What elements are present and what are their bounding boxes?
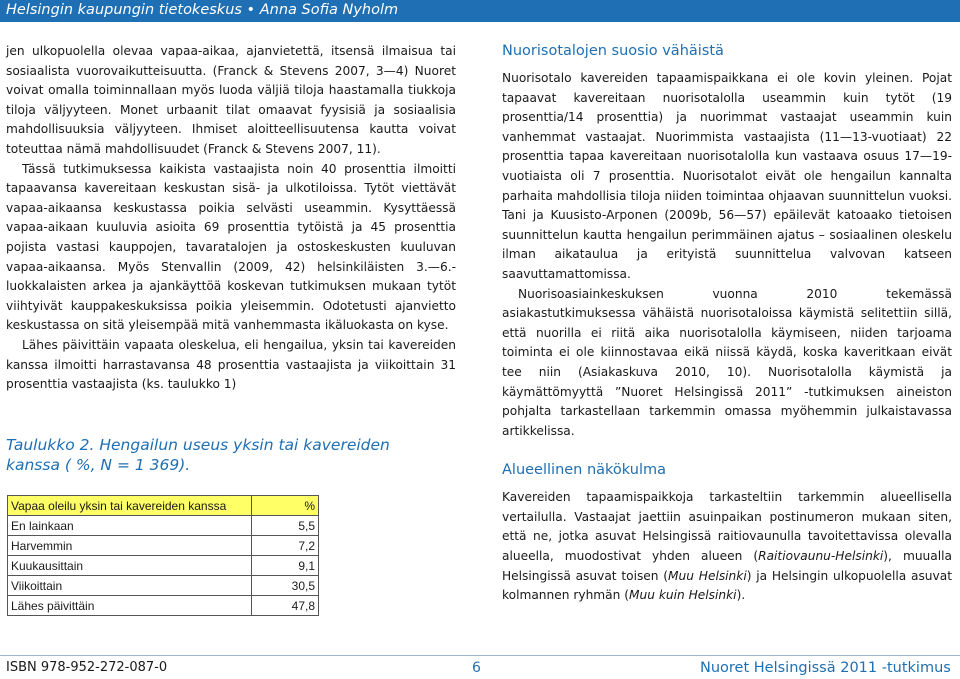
right-column [502, 42, 952, 606]
row-value: 5,5 [252, 516, 319, 536]
table-caption: Taulukko 2. Hengailun useus yksin tai kavereiden kanssa ( %, N = 1 369). [6, 436, 390, 474]
row-label: Lähes päivittäin [8, 596, 252, 616]
section-title-regional: Alueellinen näkökulma [502, 462, 666, 479]
text-run: ). [736, 588, 746, 603]
body-paragraph: Tässä tutkimuksessa kaikista vastaajista noin 40 prosenttia ilmoitti tapaavansa kavereitaan keskustan sisä- ja ulkotiloissa. Tytöt viettävät vapaa-aikaansa keskustassa poikia selvästi useammin. Kysyttäessä vapaa-aikaan kuuluvia asioita 69 prosenttia tytöistä ja 45 prosenttia pojista vastasi kauppojen, tavaratalojen ja ostoskeskusten kuuluvan vapaa-aikaansa. Myös Stenvallin (2009, 42) helsinkiläisten 3.—6.-luokkalaisten arkea ja ajankäyttöä koskevan tutkimuksen mukaan tytöt viihtyivät kauppakeskuksissa poikia yleisemmin. Odotetusti ajanvietto keskustassa on sitä yleisempää mitä vanhemmasta ikäluokasta on kyse. [6, 161, 456, 333]
row-value: 9,1 [252, 556, 319, 576]
table-row [8, 536, 319, 556]
table-row [8, 596, 319, 616]
row-label: En lainkaan [8, 516, 252, 536]
table-row [8, 556, 319, 576]
header-title: Helsingin kaupungin tietokeskus • Anna Sofia Nyholm [6, 2, 399, 18]
body-paragraph: Nuorisotalo kavereiden tapaamispaikkana ei ole kovin yleinen. Pojat tapaavat kavereitaan nuorisotalolla useammin kuin tytöt (19 prosenttia/14 prosenttia) ja nuorimmat vastaajat useammin kuin vanhemmat vastaajat. Nuorimmista vastaajista (11—13-vuotiaat) 22 prosenttia tapaa kavereitaan nuorisotalolla kun vastaava osuus 17—19-vuotiaista oli 7 prosenttia. Nuorisotalot eivät ole hengailun kannalta parhaita mahdollisia tiloja niiden toimintaa ohjaavan suunnittelun vuoksi. Tani ja Kuusisto-Arponen (2009b, 56—57) epäilevät katoaako tietoisen suunnittelun kautta hengailun perimmäinen ajatus – sosiaalinen oleskelu ilman aikataulua ja erityistä suunnittelua valvovan katseen saavuttamattomissa. [502, 71, 952, 281]
footer-isbn: ISBN 978-952-272-087-0 [6, 660, 168, 675]
text-run: ) ja Helsingin ulkopuolella asuvat kolmannen ryhmän ( [502, 568, 952, 603]
row-label: Harvemmin [8, 536, 252, 556]
data-table [7, 495, 319, 616]
left-column [6, 42, 456, 395]
footer-divider [0, 655, 960, 656]
footer-publication-title: Nuoret Helsingissä 2011 -tutkimus [700, 660, 951, 676]
table-header-label: Vapaa oleilu yksin tai kavereiden kanssa [8, 496, 252, 516]
body-paragraph: Lähes päivittäin vapaata oleskelua, eli hengailua, yksin tai kavereiden kanssa ilmoitti harrastavansa 48 prosenttia vastaajista ja viikoittain 31 prosenttia vastaajista (ks. taulukko 1) [6, 337, 456, 392]
table-row [8, 576, 319, 596]
row-value: 47,8 [252, 596, 319, 616]
table-header-value: % [252, 496, 319, 516]
section-title-youth-centers: Nuorisotalojen suosio vähäistä [502, 43, 724, 59]
row-label: Kuukausittain [8, 556, 252, 576]
body-paragraph [502, 488, 952, 606]
row-value: 7,2 [252, 536, 319, 556]
text-run: ), muualla Helsingissä asuvat toisen ( [502, 549, 952, 583]
table-row [8, 516, 319, 536]
row-value: 30,5 [252, 576, 319, 596]
body-paragraph: Nuorisoasiainkeskuksen vuonna 2010 tekemässä asiakastutkimuksessa vähäistä nuorisotaloissa käymistä selitettiin sillä, että nuorilla ei riitä aika nuorisotalolla käymiseen, niiden tarjoama toiminta ei ole kiinnostavaa eikä niissä käydä, koska kaveritkaan eivät tee niin (Asiakaskuva 2010, 10). Nuorisotalolla käymistä ja käymättömyyttä ”Nuoret Helsingissä 2011” -tutkimuksen aineiston pohjalta tarkastellaan tarkemmin omassa myöhemmin julkaistavassa artikkelissa. [502, 286, 952, 438]
italic-term: Muu kuin Helsinki [629, 588, 737, 603]
text-run: Kavereiden tapaamispaikkoja tarkasteltiin tarkemmin alueellisella vertailulla. Vastaajat jaettiin asuinpaikan postinumeron mukaan siten, että ne, jotka asuvat Helsingissä raitiovaunulla tavoitettavissa olevalla alueella, muodostivat yhden alueen ( [502, 490, 952, 564]
table-header-row [8, 496, 319, 516]
body-paragraph: jen ulkopuolella olevaa vapaa-aikaa, ajanvietettä, itsensä ilmaisua tai sosiaalista vuorovaikutteisuutta. (Franck & Stevens 2007, 3—4) Nuoret voivat omalla toiminnallaan myös luoda väljiä tiloja haastamalla tiukkoja tiloja väljyyteen. Monet urbaanit tilat omaavat fyysisiä ja sosiaalisia mahdollisuuksia väljyyteen. Ihmiset aloitteellisuutensa kautta voivat toteuttaa nämä mahdollisuudet (Franck & Stevens 2007, 11). [6, 44, 456, 156]
row-label: Viikoittain [8, 576, 252, 596]
page-number: 6 [472, 660, 481, 676]
italic-term: Muu Helsinki [668, 568, 747, 583]
page-header [0, 0, 960, 22]
italic-term: Raitiovaunu-Helsinki [758, 549, 884, 564]
